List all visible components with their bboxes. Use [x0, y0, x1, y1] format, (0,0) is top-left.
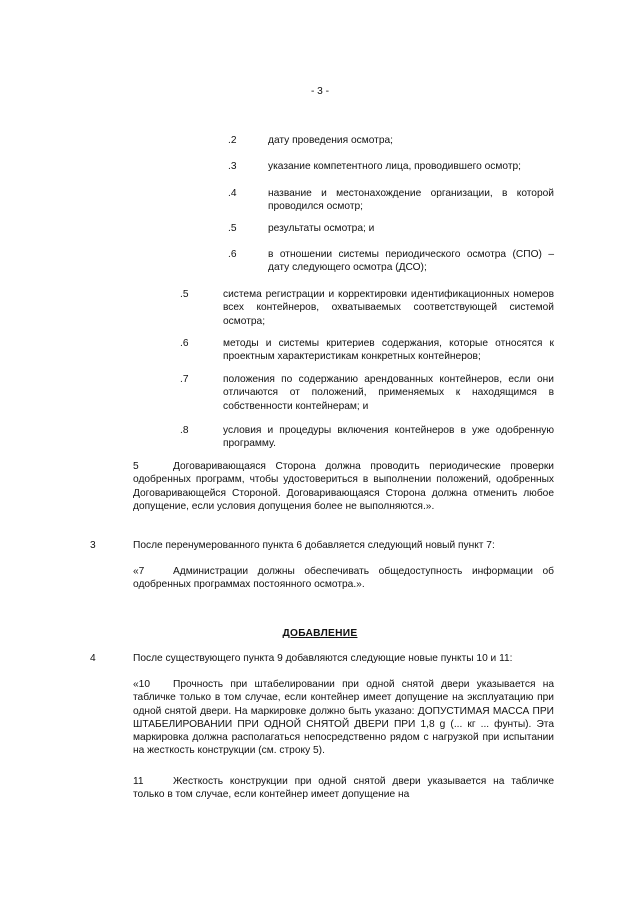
- paragraph-number: «10: [133, 679, 150, 690]
- sub-item-text: в отношении системы периодического осмотра (СПО) – дату следующего осмотра (ДСО);: [268, 249, 554, 274]
- paragraph-number: 5: [133, 461, 139, 472]
- paragraph-text: Договаривающаяся Сторона должна проводить периодические проверки одобренных программ, чтобы удостовериться в выполнении положений, одобренных Договаривающейся Стороной. Договаривающаяся Сторона должна отменить любое допущение, если условия допущения более не выполняются.».: [133, 461, 554, 512]
- sub-item-number: .3: [228, 161, 237, 172]
- item-text: система регистрации и корректировки идентификационных номеров всех контейнеров, охватываемых соответствующей системой осмотра;: [223, 289, 554, 327]
- item-text: условия и процедуры включения контейнеров в уже одобренную программу.: [223, 425, 554, 450]
- quoted-paragraph-10: [133, 678, 554, 758]
- item-text: методы и системы критериев содержания, которые относятся к проектным характеристикам конкретных контейнеров;: [223, 338, 554, 363]
- section-number: 3: [90, 540, 96, 551]
- paragraph-text: Жесткость конструкции при одной снятой двери указывается на табличке только в том случае, если контейнер имеет допущение на: [133, 776, 554, 801]
- page-number: - 3 -: [310, 86, 330, 97]
- sub-item-text: дату проведения осмотра;: [268, 135, 393, 146]
- paragraph-number: «7: [133, 566, 145, 577]
- item-number: .6: [180, 338, 189, 349]
- section-heading: ДОБАВЛЕНИЕ: [282, 628, 358, 639]
- item-text: положения по содержанию арендованных контейнеров, если они отличаются от положений, применяемых к находящимся в собственности контейнерам; и: [223, 374, 554, 412]
- section-intro: После существующего пункта 9 добавляются следующие новые пункты 10 и 11:: [133, 653, 513, 664]
- sub-item-text: название и местонахождение организации, в которой проводился осмотр;: [268, 188, 554, 213]
- sub-item-number: .5: [228, 223, 237, 234]
- paragraph-11: [133, 775, 554, 802]
- section-number: 4: [90, 653, 96, 664]
- paragraph-text: Прочность при штабелировании при одной снятой двери указывается на табличке только в том случае, если контейнер имеет допущение на эксплуатацию при одной снятой двери. На маркировке должно быть указано: ДОПУСТИМАЯ МАССА ПРИ ШТАБЕЛИРОВАНИИ ПРИ ОДНОЙ СНЯТОЙ ДВЕРИ ПРИ 1,8 g (... кг ... фунты). Эта маркировка должна располагаться непосредственно рядом с нагрузкой при испытании на жесткость конструкции (см. строку 5).: [133, 679, 554, 757]
- sub-item-number: .6: [228, 249, 237, 260]
- sub-item-number: .4: [228, 188, 237, 199]
- paragraph-5: [133, 460, 554, 513]
- sub-item-text: указание компетентного лица, проводившего осмотр;: [268, 161, 521, 172]
- sub-item-number: .2: [228, 135, 237, 146]
- paragraph-text: Администрации должны обеспечивать общедоступность информации об одобренных программах постоянного осмотра.».: [133, 566, 554, 591]
- item-number: .8: [180, 425, 189, 436]
- section-intro: После перенумерованного пункта 6 добавляется следующий новый пункт 7:: [133, 540, 495, 551]
- paragraph-number: 11: [133, 776, 144, 787]
- item-number: .7: [180, 374, 189, 385]
- sub-item-text: результаты осмотра; и: [268, 223, 375, 234]
- quoted-paragraph-7: [133, 565, 554, 592]
- item-number: .5: [180, 289, 189, 300]
